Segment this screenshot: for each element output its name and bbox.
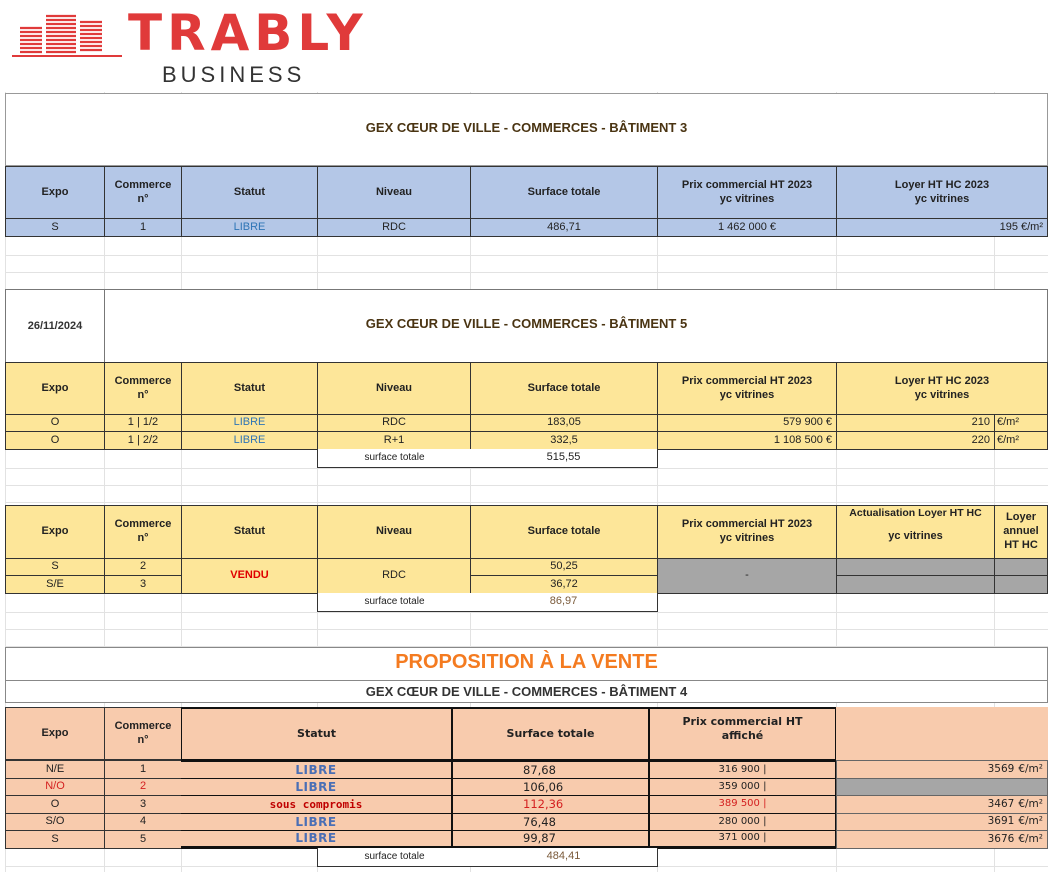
header-prix-l2: yc vitrines: [719, 388, 775, 401]
bat3-prix: 1 462 000 €: [657, 218, 837, 237]
bat5-prix: 579 900 €: [657, 414, 837, 432]
bat4-expo: N/O: [5, 778, 105, 796]
buildings-icon: [12, 6, 122, 58]
bat4-prix: 316 900 |: [648, 760, 837, 779]
bat5b-commerce: 3: [104, 575, 182, 594]
logo: [12, 6, 372, 90]
bat4-loyer: [836, 778, 1048, 796]
bat5b-commerce: 2: [104, 558, 182, 576]
bat4-surface-totale-value: 484,41: [470, 848, 658, 867]
bat5b-statut: VENDU: [181, 558, 318, 594]
bat5b-actualisation: [836, 558, 995, 576]
grid-line: [5, 255, 1048, 256]
bat5-expo: O: [5, 414, 105, 432]
bat5b-expo: S/E: [5, 575, 105, 594]
bat5b-header-statut: Statut: [181, 505, 318, 559]
bat5b-loyer-annuel: [994, 558, 1048, 576]
bat5b-header-niveau: Niveau: [317, 505, 471, 559]
header-commerce-l2: n°: [137, 388, 149, 401]
bat5-loyer: 210: [836, 414, 995, 432]
bat5-header-expo: Expo: [5, 362, 105, 415]
bat4-banner: PROPOSITION À LA VENTE: [395, 650, 658, 673]
bat4-statut: LIBRE: [181, 760, 453, 779]
bat5b-niveau: RDC: [317, 558, 471, 594]
bat5-header-statut: Statut: [181, 362, 318, 415]
bat5-header-loyer: [836, 362, 1048, 415]
bat5-surface: 332,5: [470, 431, 658, 450]
bat4-loyer-unit: €/m²: [1018, 762, 1043, 775]
bat3-header-commerce: [104, 166, 182, 219]
bat4-commerce: 4: [104, 813, 182, 831]
bat5b-surface-totale-value: 86,97: [470, 593, 658, 612]
bat4-expo: O: [5, 795, 105, 814]
grid-line: [5, 468, 1048, 469]
bat5-title: GEX CŒUR DE VILLE - COMMERCES - BÂTIMENT 5: [365, 315, 688, 331]
bat5b-loyer-annuel: [994, 575, 1048, 594]
bat4-prix: 280 000 |: [648, 813, 837, 831]
bat4-loyer-unit: €/m²: [1018, 832, 1043, 845]
bat5-statut: LIBRE: [181, 431, 318, 450]
bat4-statut: LIBRE: [181, 778, 453, 796]
header-prix-l2: yc vitrines: [719, 192, 775, 205]
bat3-loyer-value: 195: [999, 220, 1018, 233]
header-commerce-l1: Commerce: [114, 719, 172, 732]
bat5-date: 26/11/2024: [27, 320, 83, 332]
header-prix-l1: Prix commercial HT 2023: [681, 518, 813, 531]
bat4-loyer-value: 3676: [987, 832, 1015, 845]
bat5-header-niveau: Niveau: [317, 362, 471, 415]
bat5-commerce: 1 | 2/2: [104, 431, 182, 450]
bat5-niveau: RDC: [317, 414, 471, 432]
bat4-commerce: 3: [104, 795, 182, 814]
header-prix-l1: Prix commercial HT 2023: [681, 178, 813, 191]
bat4-loyer: [836, 795, 1048, 814]
bat5b-prix: -: [657, 558, 837, 594]
header-commerce-l2: n°: [137, 192, 149, 205]
bat5-surface-totale-label: surface totale: [317, 449, 471, 468]
header-commerce-l1: Commerce: [114, 374, 172, 387]
header-commerce-l1: Commerce: [114, 518, 172, 531]
bat4-loyer-unit: €/m²: [1018, 797, 1043, 810]
bat4-surface: 76,48: [452, 813, 650, 831]
bat5-loyer-unit: €/m²: [994, 431, 1048, 450]
bat4-prix: 359 000 |: [648, 778, 837, 796]
bat4-statut: LIBRE: [181, 830, 453, 849]
bat4-loyer-unit: €/m²: [1018, 815, 1043, 828]
header-loyer-l2: yc vitrines: [914, 192, 970, 205]
header-commerce-l2: n°: [137, 733, 149, 746]
bat4-prix: 389 500 |: [648, 795, 837, 814]
bat5b-surface-totale-label: surface totale: [317, 593, 471, 612]
bat3-surface: 486,71: [470, 218, 658, 237]
bat3-expo: S: [5, 218, 105, 237]
bat3-statut: LIBRE: [181, 218, 318, 237]
header-commerce-l1: Commerce: [114, 178, 172, 191]
bat5-surface-totale-value: 515,55: [470, 449, 658, 468]
header-loyer-l1: Loyer HT HC 2023: [894, 374, 990, 387]
bat5b-expo: S: [5, 558, 105, 576]
grid-line: [5, 485, 1048, 486]
bat5b-header-actualisation: [836, 505, 995, 559]
header-actualisation-l1: Actualisation Loyer HT HC: [849, 507, 982, 519]
bat5b-header-commerce: [104, 505, 182, 559]
bat4-surface: 99,87: [452, 830, 650, 849]
header-prix-affiche-l1: Prix commercial HT: [682, 715, 803, 728]
bat3-loyer-unit: €/m²: [1021, 220, 1043, 233]
bat4-header-commerce: [104, 707, 182, 760]
logo-brand: TRABLY: [128, 4, 368, 62]
bat3-header-loyer: [836, 166, 1048, 219]
bat3-commerce: 1: [104, 218, 182, 237]
bat4-loyer: [836, 830, 1048, 849]
bat5-statut: LIBRE: [181, 414, 318, 432]
bat5-loyer-unit: €/m²: [994, 414, 1048, 432]
bat4-commerce: 2: [104, 778, 182, 796]
bat3-niveau: RDC: [317, 218, 471, 237]
bat5b-surface: 50,25: [470, 558, 658, 576]
bat5-header-surface: Surface totale: [470, 362, 658, 415]
grid-line: [5, 502, 1048, 503]
bat4-header-prix: [648, 707, 837, 760]
bat5-commerce: 1 | 1/2: [104, 414, 182, 432]
bat3-header-surface: Surface totale: [470, 166, 658, 219]
bat5-niveau: R+1: [317, 431, 471, 450]
bat4-title: GEX CŒUR DE VILLE - COMMERCES - BÂTIMENT 4: [365, 683, 688, 699]
bat5b-header-expo: Expo: [5, 505, 105, 559]
bat5b-actualisation: [836, 575, 995, 594]
bat4-loyer-value: 3691: [987, 815, 1015, 828]
bat3-header-niveau: Niveau: [317, 166, 471, 219]
bat4-loyer: [836, 760, 1048, 779]
bat4-header-expo: Expo: [5, 707, 105, 760]
bat5b-header-prix: [657, 505, 837, 559]
bat4-loyer: [836, 813, 1048, 831]
bat5-expo: O: [5, 431, 105, 450]
grid-line: [5, 629, 1048, 630]
bat4-header-statut: Statut: [181, 707, 453, 760]
bat4-prix: 371 000 |: [648, 830, 837, 849]
bat4-expo: S: [5, 830, 105, 849]
bat3-header-expo: Expo: [5, 166, 105, 219]
bat3-header-prix: [657, 166, 837, 219]
bat5-header-prix: [657, 362, 837, 415]
header-prix-l1: Prix commercial HT 2023: [681, 374, 813, 387]
bat4-surface: 106,06: [452, 778, 650, 796]
header-loyer-l2: yc vitrines: [914, 388, 970, 401]
bat4-statut: sous compromis: [181, 795, 453, 814]
header-prix-affiche-l2: affiché: [721, 728, 764, 742]
bat4-commerce: 1: [104, 760, 182, 779]
bat4-commerce: 5: [104, 830, 182, 849]
header-prix-l2: yc vitrines: [719, 532, 775, 544]
grid-line: [5, 272, 1048, 273]
header-loyer-l1: Loyer HT HC 2023: [894, 178, 990, 191]
bat5b-surface: 36,72: [470, 575, 658, 594]
bat3-header-statut: Statut: [181, 166, 318, 219]
bat5b-header-surface: Surface totale: [470, 505, 658, 559]
bat4-surface: 112,36: [452, 795, 650, 814]
bat5-surface: 183,05: [470, 414, 658, 432]
bat4-statut: LIBRE: [181, 813, 453, 831]
bat4-surface-totale-label: surface totale: [317, 848, 471, 867]
header-actualisation-l2: yc vitrines: [888, 530, 943, 543]
header-commerce-l2: n°: [137, 532, 149, 544]
bat5-loyer: 220: [836, 431, 995, 450]
bat4-header-loyer: [836, 707, 1048, 760]
bat5-prix: 1 108 500 €: [657, 431, 837, 450]
bat5b-header-loyer-annuel: Loyer annuel HT HC: [994, 505, 1048, 559]
bat4-expo: S/O: [5, 813, 105, 831]
bat4-loyer-value: 3569: [987, 762, 1015, 775]
bat4-loyer-value: 3467: [987, 797, 1015, 810]
bat4-header-surface: Surface totale: [452, 707, 650, 760]
bat3-loyer: [836, 218, 1048, 237]
bat4-surface: 87,68: [452, 760, 650, 779]
logo-subtitle: BUSINESS: [162, 62, 306, 87]
grid-line: [5, 612, 1048, 613]
bat4-expo: N/E: [5, 760, 105, 779]
bat3-title: GEX CŒUR DE VILLE - COMMERCES - BÂTIMENT 3: [365, 119, 688, 135]
bat5-header-commerce: [104, 362, 182, 415]
